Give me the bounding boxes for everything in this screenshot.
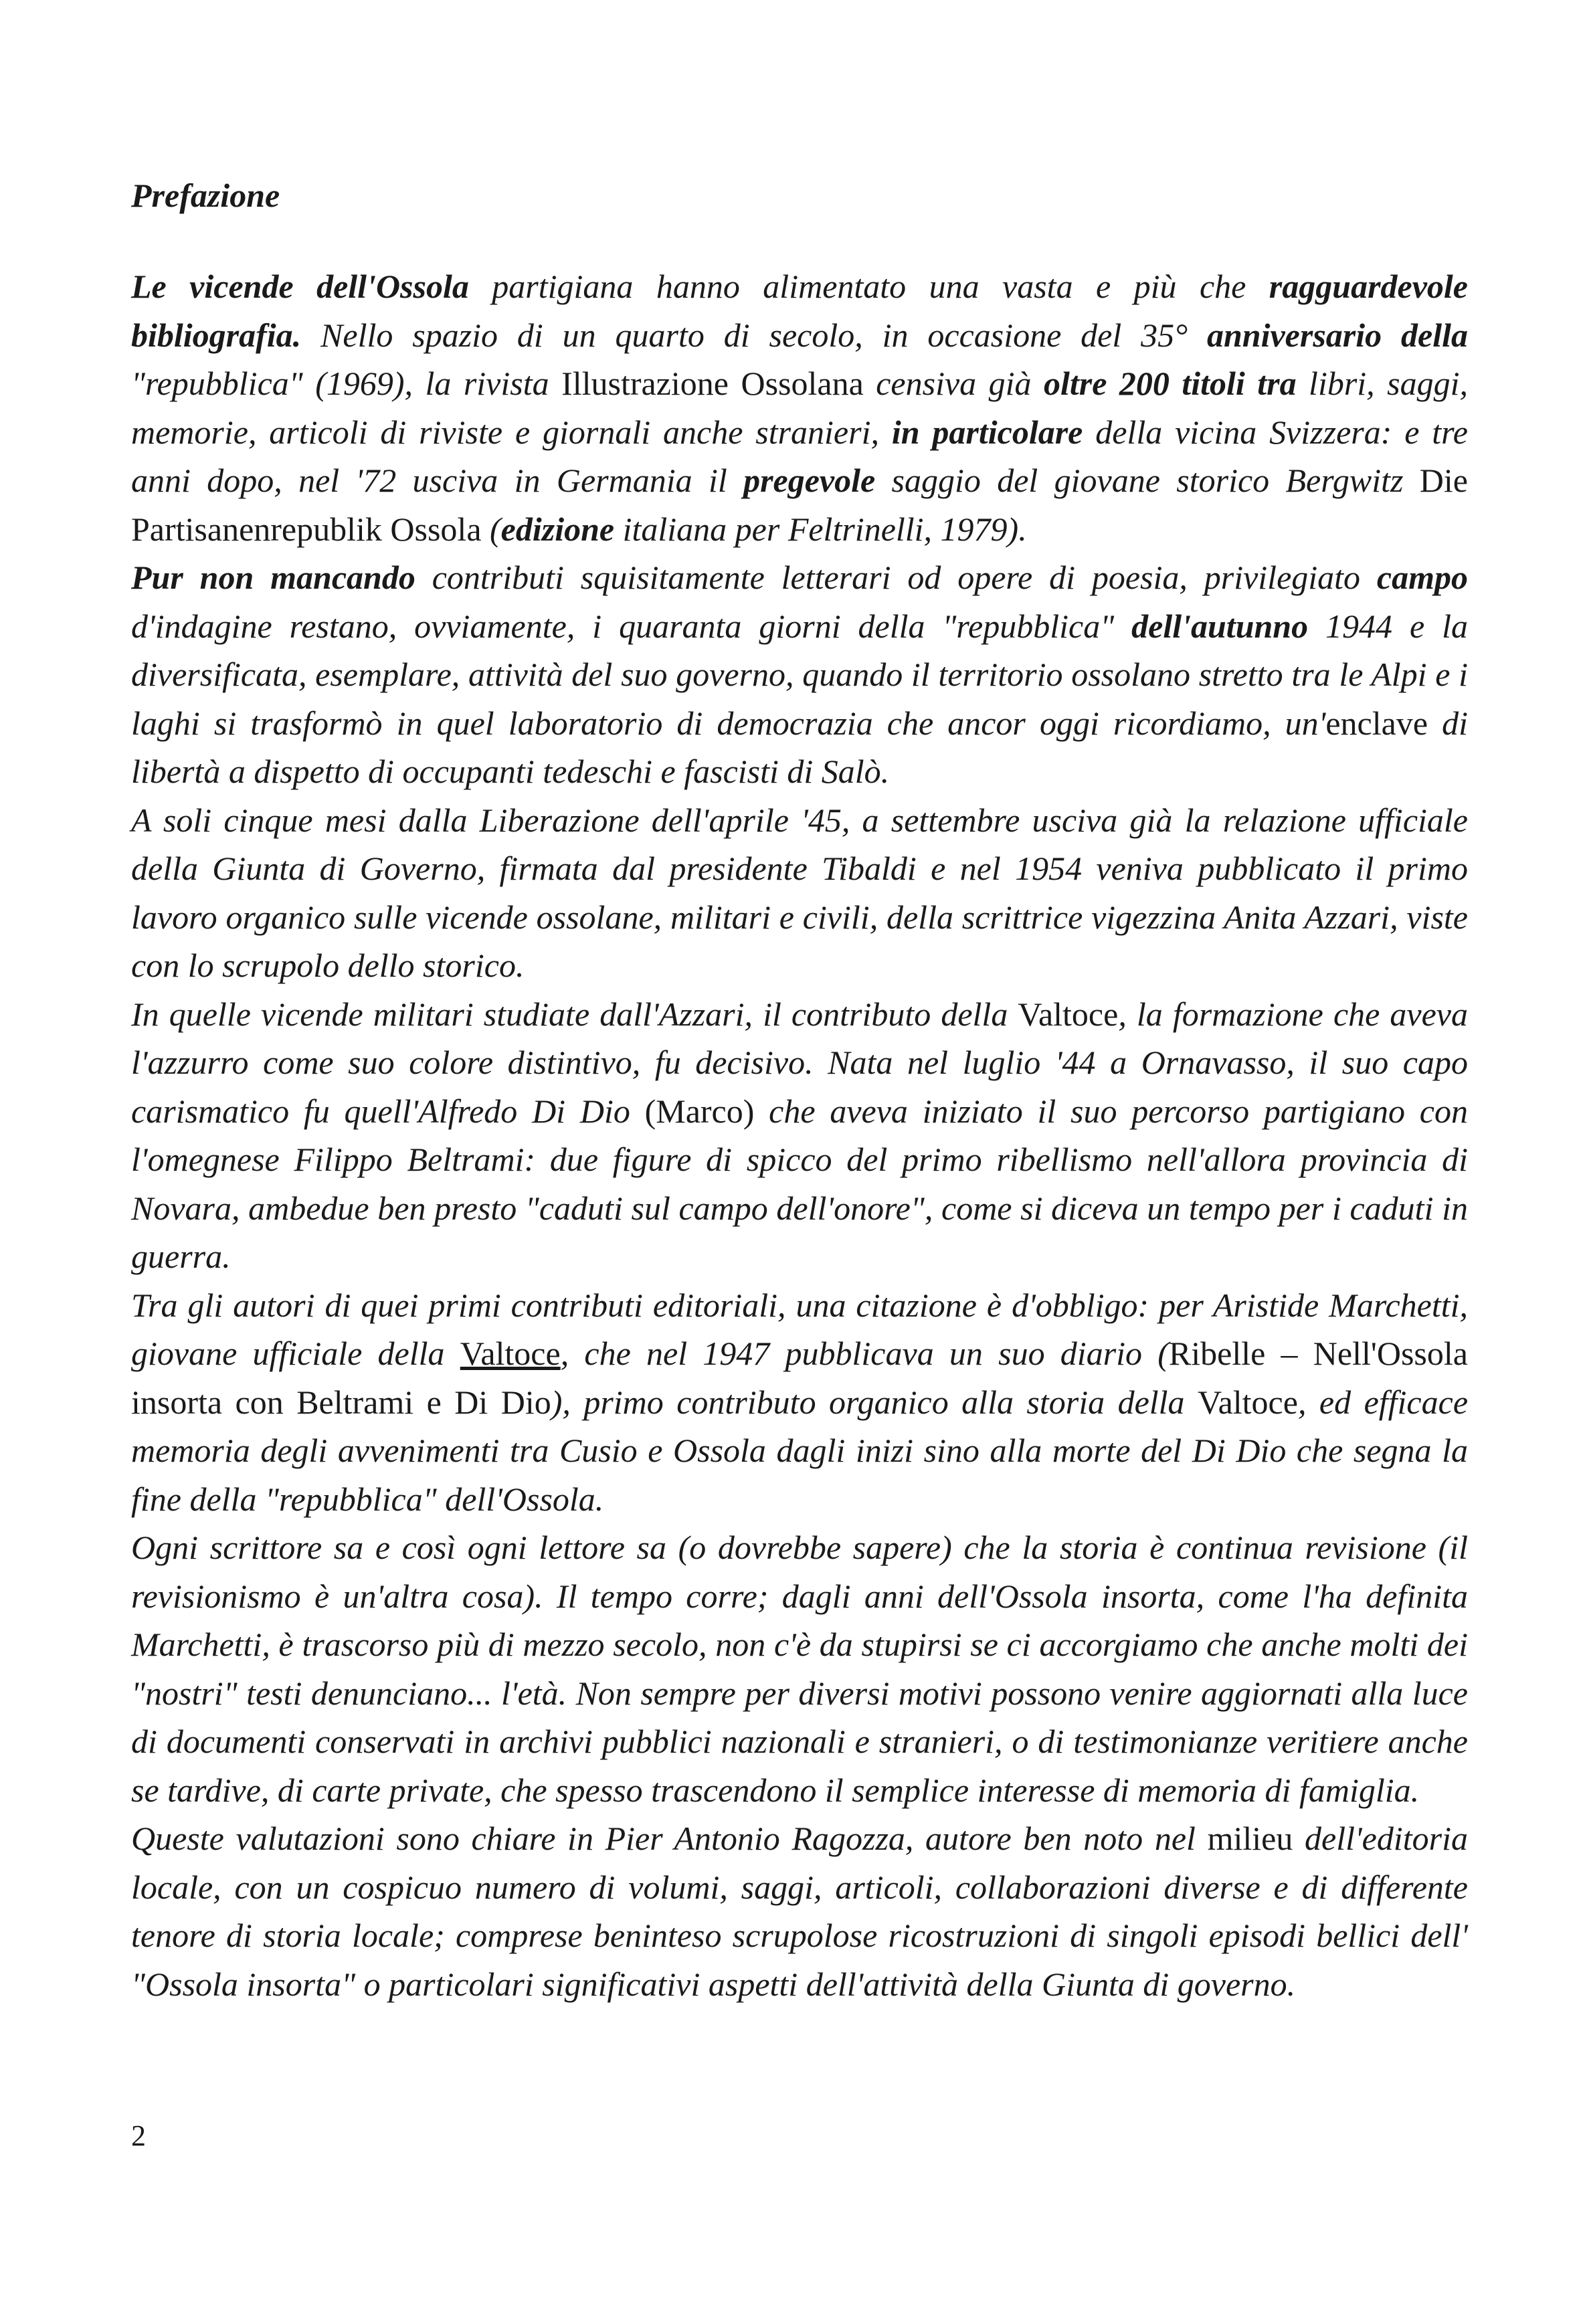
paragraph [131,262,1468,553]
text-run: partigiana hanno alimentato una vasta e più che [468,268,1269,305]
text-run: in particolare [891,413,1083,451]
text-run: saggio del giovane storico Bergwitz [875,462,1420,499]
text-run: Tra gli autori di quei primi contributi editoriali, una citazione è d'obbligo: per Aristide Marchetti, giovane ufficiale della [131,1286,1468,1372]
text-run: ( [481,510,501,548]
page-number: 2 [131,2119,146,2152]
text-run: enclave [1325,704,1428,742]
text-run: che aveva iniziato il suo percorso partigiano con l'omegnese Filippo Beltrami: due figure di spicco del primo ribellismo nell'allora provincia di Novara, ambedue ben presto "caduti sul campo dell'onore", come si diceva un tempo per i caduti in guerra. [131,1092,1468,1275]
text-run: italiana per Feltrinelli, 1979). [614,510,1027,548]
text-run: In quelle vicende militari studiate dall'Azzari, il contributo della [131,995,1018,1033]
text-run: Ribelle – Nell'Ossola insorta con Beltrami e Di Dio [131,1335,1468,1421]
text-run: oltre 200 titoli tra [1043,365,1297,402]
text-run: Illustrazione Ossolana [561,365,864,402]
text-run: Pur non mancando [131,559,415,596]
paragraph [131,1814,1468,2008]
text-run: ), primo contributo organico alla storia della [551,1383,1198,1421]
paragraph [131,1523,1468,1814]
text-run: Nello spazio di un quarto di secolo, in occasione del 35° [301,316,1207,354]
text-run: Valtoce [1018,995,1119,1033]
text-run: , la formazione che aveva l'azzurro come suo colore distintivo, fu decisivo. Nata nel luglio '44 a Ornavasso, il suo capo carismatico fu quell'Alfredo Di Dio [131,995,1468,1130]
paragraph [131,796,1468,990]
text-run: A soli cinque mesi dalla Liberazione dell'aprile '45, a settembre usciva già la relazione ufficiale della Giunta di Governo, firmata dal presidente Tibaldi e nel 1954 veniva pubblicato il primo lavoro organico sulle vicende ossolane, militari e civili, della scrittrice vigezzina Anita Azzari, viste con lo scrupolo dello storico. [131,801,1468,984]
text-run: Ogni scrittore sa e così ogni lettore sa (o dovrebbe sapere) che la storia è continua revisione (il revisionismo è un'altra cosa). Il tempo corre; dagli anni dell'Ossola insorta, come l'ha definita Marchetti, è trascorso più di mezzo secolo, non c'è da stupirsi se ci accorgiamo che anche molti dei "nostri" testi denunciano... l'età. Non sempre per diversi motivi possono venire aggiornati alla luce di documenti conservati in archivi pubblici nazionali e stranieri, o di testimonianze veritiere anche se tardive, di carte private, che spesso trascendono il semplice interesse di memoria di famiglia. [131,1529,1468,1809]
text-run: d'indagine restano, ovviamente, i quaranta giorni della "repubblica" [131,607,1132,645]
text-run: 1944 e la diversificata, esemplare, attività del suo governo, quando il territorio ossolano stretto tra le Alpi e i laghi si trasformò in quel laboratorio di democrazia che ancor oggi ricordiamo, un' [131,607,1468,742]
text-run: campo [1376,559,1469,596]
text-run: Le vicende dell'Ossola [131,268,469,305]
paragraph [131,553,1468,796]
text-run: contributi squisitamente letterari od opere di poesia, privilegiato [415,559,1377,596]
body-text [131,262,1468,2008]
paragraph [131,1281,1468,1524]
text-run: della vicina Svizzera: e tre anni dopo, nel '72 usciva in Germania il [131,413,1468,499]
text-run: di libertà a dispetto di occupanti tedeschi e fascisti di Salò. [131,704,1468,790]
text-run: "repubblica" (1969), la rivista [131,365,562,402]
text-run: anniversario della [1206,316,1468,354]
text-run: edizione [500,510,615,548]
text-run: Valtoce [1198,1383,1298,1421]
text-run: , che nel 1947 pubblicava un suo diario ( [560,1335,1169,1372]
text-run: dell'editoria locale, con un cospicuo numero di volumi, saggi, articoli, collaborazioni diverse e di differente tenore di storia locale; comprese beninteso scrupolose ricostruzioni di singoli episodi bellici dell' "Ossola insorta" o particolari significativi aspetti dell'attività della Giunta di governo. [131,1820,1469,2003]
text-run: censiva già [863,365,1044,402]
text-run: dell'autunno [1131,607,1309,645]
text-run: Valtoce [460,1335,561,1372]
text-run: (Marco) [644,1092,755,1130]
text-run: ragguardevole bibliografia. [131,268,1468,354]
text-run: pregevole [743,462,876,499]
text-run: Die Partisanenrepublik Ossola [131,462,1468,548]
text-run: Queste valutazioni sono chiare in Pier Antonio Ragozza, autore ben noto nel [131,1820,1208,1857]
page-heading: Prefazione [131,177,280,214]
text-run: milieu [1207,1820,1293,1857]
paragraph [131,990,1468,1281]
text-run: , ed efficace memoria degli avvenimenti tra Cusio e Ossola dagli inizi sino alla morte del Di Dio che segna la fine della "repubblica" dell'Ossola. [131,1383,1469,1518]
text-run: libri, saggi, memorie, articoli di riviste e giornali anche stranieri, [131,365,1468,451]
